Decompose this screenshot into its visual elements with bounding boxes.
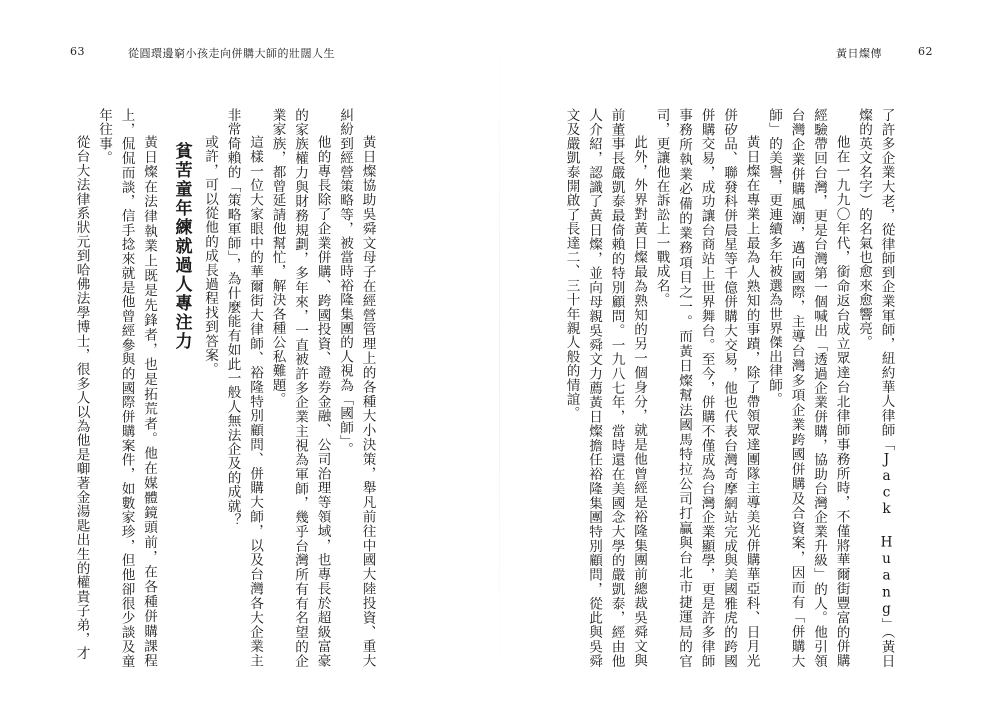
paragraph: 或許，可以從他的成長過程找到答案。 xyxy=(202,135,218,377)
section-heading: 貧苦童年練就過人專注力 xyxy=(171,142,192,351)
paragraph: 從台大法律系狀元到哈佛法學博士，很多人以為他是啣著金湯匙出生的權貴子弟，才 xyxy=(73,135,90,661)
paragraph: 這樣一位大家眼中的華爾街大律師、裕隆特別顧問、併購大師，以及台灣各大企業主非常倚賴的「策略軍師」，為什麼能有如此一般人無法企及的成就？ xyxy=(224,108,263,668)
paragraph: 他在一九九〇年代，銜命返台成立眾達台北律師事務所時，不僅將華爾街豐富的併購經驗帶回台灣，更是台灣第一個喊出「透過企業併購，協助台灣企業升級」的人。他引領台灣企業併購風潮，邁向國際，主導台灣多項企業跨國併購及合資案，因而有「併購大師」的美譽，更連續多年被選為世界傑出律師。 xyxy=(766,108,850,668)
left-page-number: 63 xyxy=(70,45,85,58)
left-page xyxy=(70,108,490,668)
paragraph: 黃日燦在法律執業上既是先鋒者，也是拓荒者。他在媒體鏡頭前，在各種併購課程上，侃侃而談，信手捻來就是他曾經參與的國際併購案件，如數家珍，但他卻很少談及童年往事。 xyxy=(96,108,157,668)
paragraph: 了許多企業大老，從律師到企業軍師，紐約華人律師「Jack Huang」（黃日燦的英文名字）的名氣也愈來愈響亮。 xyxy=(856,108,895,668)
paragraph: 他的專長除了企業併購、跨國投資、證券金融、公司治理等領域，也專長於超級富豪的家族權力與財務規劃，多年來，一直被許多企業主視為軍師，幾乎台灣所有有名望的企業家族，都曾延請他幫忙，解決各種公私難題。 xyxy=(269,108,331,668)
paragraph: 此外，外界對黃日燦最為熟知的另一個身分，就是他曾經是裕隆集團前總裁吳舜文與前董事長嚴凱泰最倚賴的特別顧問。一九八七年，當時還在美國念大學的嚴凱泰，經由他人介紹，認識了黃日燦，並向母親吳舜文力薦黃日燦擔任裕隆集團特別顧問，從此與吳舜文及嚴凱泰開啟了長達二、三十年親人般的情誼。 xyxy=(563,108,647,668)
left-running-title: 從圓環邊窮小孩走向併購大師的壯闊人生 xyxy=(128,47,335,60)
left-page-body xyxy=(70,108,379,668)
page-gutter xyxy=(499,20,500,690)
right-page-body xyxy=(560,108,898,668)
right-page-number: 62 xyxy=(918,45,933,58)
right-running-title: 黃日燦傳 xyxy=(836,47,882,60)
paragraph: 黃日燦在專業上最為人熟知的事蹟，除了帶領眾達團隊主導美光併購華亞科、日月光併矽品、聯發科併晨星等千億併購大交易，他也代表台灣奇摩網站完成與美國雅虎的跨國併購交易，成功讓台商站上世界舞台。至今，併購不僅成為台灣企業顯學，更是許多律師事務所執業必備的業務項目之一。而黃日燦幫法國馬特拉公司打贏與台北市捷運局的官司，更讓他在訴訟上一戰成名。 xyxy=(653,108,760,668)
paragraph: 黃日燦協助吳舜文母子在經營管理上的各種大小決策，舉凡前往中國大陸投資、重大糾紛到經營策略等，被當時裕隆集團的人視為「國師」。 xyxy=(337,108,376,668)
right-page xyxy=(560,108,955,668)
